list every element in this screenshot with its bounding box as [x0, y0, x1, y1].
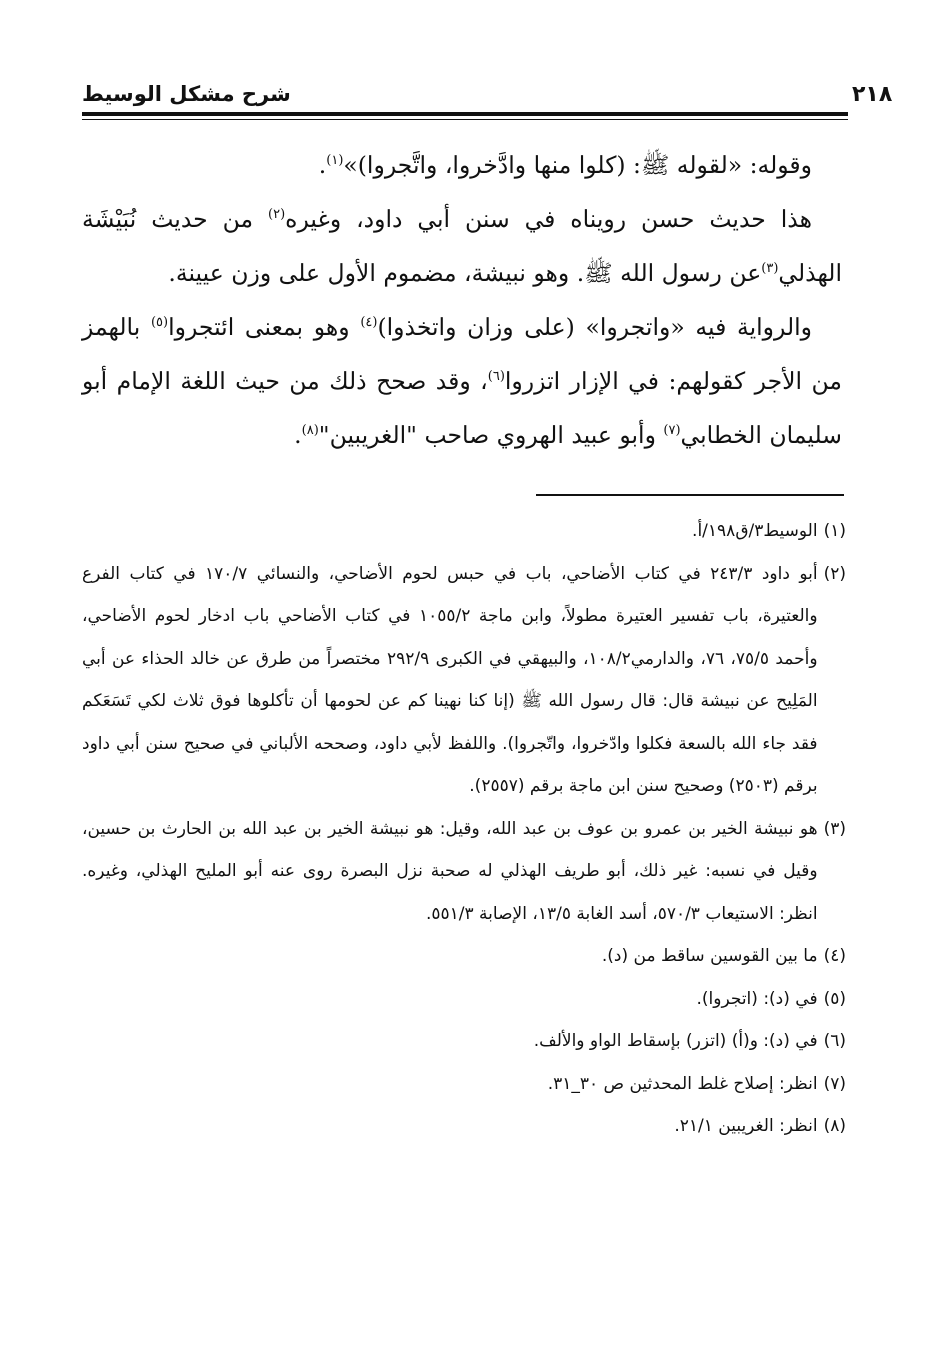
footnote-number: (١): [823, 521, 846, 541]
footnote-text: أبو داود ٢٤٣/٣ في كتاب الأضاحي، باب في حبس لحوم الأضاحي، والنسائي ١٧٠/٧ في كتاب الفرع والعتيرة، باب تفسير العتيرة مطولاً، وابن ماجة ١٠٥٥/٢ في كتاب الأضاحي باب ادخار لحوم الأضاحي، وأحمد ٧٥/٥، ٧٦، والدارمي١٠٨/٢، والبيهقي في الكبرى ٢٩٢/٩ مختصراً من طرق عن خالد الحذاء عن أبي المَلِيح عن نبيشة قال: قال رسول الله ﷺ (إنا كنا نهينا كم عن لحومها أن تأكلوها فوق ثلاث لكي تَسَعَكم فقد جاء الله بالسعة فكلوا وادّخروا، واتّجروا). واللفظ لأبي داود، وصححه الألباني في صحيح سنن أبي داود برقم (٢٥٠٣) وصحيح سنن ابن ماجة برقم (٢٥٥٧).: [82, 563, 818, 796]
footnote-number: (٤): [823, 946, 846, 966]
footnote-text: الوسيط٣/ق١٩٨/أ.: [692, 521, 818, 541]
text-span: والرواية فيه «واتجروا» (على وزان واتخذوا): [377, 313, 813, 341]
footnote-number: (٥): [823, 988, 846, 1009]
text-span: هذا حديث حسن رويناه في سنن أبي داود، وغيره: [285, 205, 812, 233]
footnote-text: هو نبيشة الخير بن عمرو بن عوف بن عبد الله، وقيل: هو نبيشة الخير بن عبد الله بن الحارث بن حسين، وقيل في نسبه: غير ذلك، أبو طريف الهذلي له صحبة نزل البصرة روى عنه أبو المليح الهذلي، وغيره. انظر: الاستيعاب ٥٧٠/٣، أسد الغابة ١٣/٥، الإصابة ٥٥١/٣.: [82, 818, 818, 924]
footnote-number: (٨): [823, 1116, 846, 1136]
footnote-number: (٦): [823, 1031, 846, 1051]
text-span: .: [318, 151, 327, 179]
footnote-2: [82, 553, 846, 808]
footnote-8: [82, 1105, 846, 1148]
footnote-ref-4[interactable]: (٤): [360, 315, 378, 331]
book-title: شرح مشكل الوسيط: [82, 82, 291, 106]
text-span: عن رسول الله ﷺ. وهو نبيشة، مضموم الأول على وزن عيينة.: [168, 259, 762, 287]
text-span: .: [294, 421, 302, 449]
footnote-text: انظر: الغريبين ٢١/١.: [674, 1116, 818, 1136]
header-rule-thick: [82, 112, 848, 116]
text-span: من حديث نُبَيْشَة الهذلي: [82, 205, 842, 287]
running-header: ٢١٨ شرح مشكل الوسيط: [82, 82, 893, 107]
footnote-ref-5[interactable]: (٥): [150, 315, 169, 331]
paragraph-1: [82, 138, 842, 192]
footnote-number: (٢): [823, 563, 846, 584]
text-span: وأبو عبيد الهروي صاحب "الغريبين": [318, 421, 664, 449]
main-text: [82, 138, 842, 462]
footnote-text: في (د): (اتجروا).: [696, 988, 818, 1009]
footnote-text: ما بين القوسين ساقط من (د).: [601, 946, 818, 966]
footnote-ref-6[interactable]: (٦): [487, 369, 505, 385]
footnote-7: [82, 1063, 846, 1106]
footnote-text: انظر: إصلاح غلط المحدثين ص ٣٠_٣١.: [547, 1073, 818, 1094]
footnote-5: [82, 978, 846, 1021]
footnote-ref-7[interactable]: (٧): [663, 423, 681, 439]
footnote-3: [82, 808, 846, 936]
text-span: وقوله: «لقوله ﷺ: (كلوا منها وادَّخروا، واتَّجروا)»: [343, 151, 812, 179]
footnote-number: (٧): [823, 1073, 846, 1094]
footnote-1: [82, 510, 846, 553]
footnote-number: (٣): [823, 818, 846, 839]
footnote-6: [82, 1020, 846, 1063]
header-rule-thin: [82, 119, 848, 120]
footnote-4: [82, 935, 846, 978]
text-span: وهو بمعنى ائتجروا: [168, 313, 361, 341]
footnote-ref-8[interactable]: (٨): [301, 423, 319, 439]
footnote-ref-3[interactable]: (٣): [761, 261, 779, 277]
footnotes: [82, 510, 846, 1148]
footnote-ref-1[interactable]: (١): [326, 153, 344, 169]
text-span: ، وقد صحح ذلك من حيث اللغة الإمام أبو سليمان الخطابي: [82, 367, 842, 449]
footnote-text: في (د): و(أ) (اتزر) بإسقاط الواو والألف.: [533, 1031, 818, 1051]
footnote-ref-2[interactable]: (٢): [268, 207, 286, 223]
paragraph-2: [82, 192, 842, 300]
footnote-separator: [536, 494, 844, 496]
paragraph-3: [82, 300, 842, 462]
text-span: بالهمز من الأجر كقولهم: في الإزار اتزروا: [82, 313, 842, 395]
